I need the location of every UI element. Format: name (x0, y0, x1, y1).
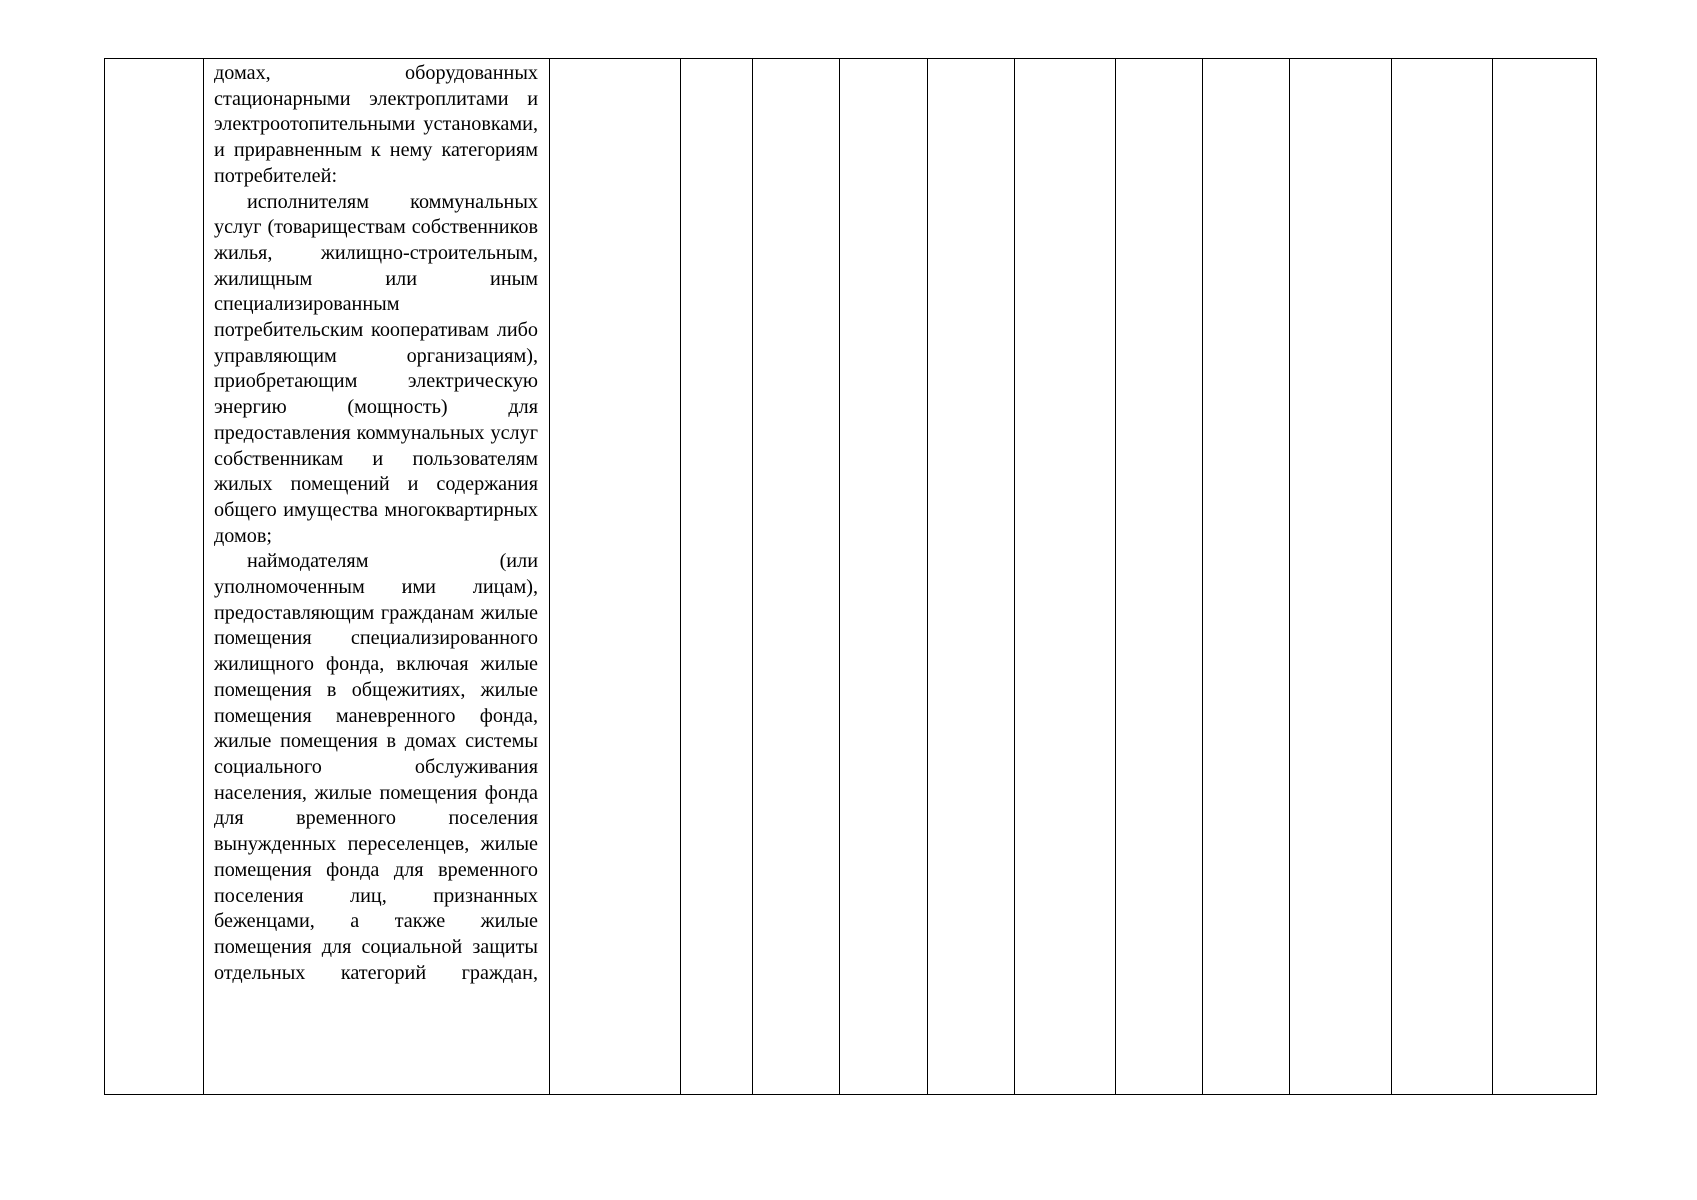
table-cell-col-11 (1290, 59, 1392, 1095)
table-cell-consumer-description (204, 59, 550, 1095)
paragraph-landlords: наймодателям (или уполномоченным ими лицам), предоставляющим гражданам жилые помещения специализированного жилищного фонда, включая жилые помещения в общежитиях, жилые помещения маневренного фонда, жилые помещения в домах системы социального обслуживания населения, жилые помещения фонда для временного поселения вынужденных переселенцев, жилые помещения фонда для временного поселения лиц, признанных беженцами, а также жилые помещения для социальной защиты отдельных категорий граждан, (214, 550, 538, 984)
table-cell-col-6 (840, 59, 928, 1095)
table-cell-col-7 (928, 59, 1015, 1095)
paragraph-utility-providers: исполнителям коммунальных услуг (товариществам собственников жилья, жилищно-строительным, жилищным или иным специализированным потребительским кооперативам либо управляющим организациям), приобретающим электрическую энергию (мощность) для предоставления коммунальных услуг собственникам и пользователям жилых помещений и содержания общего имущества многоквартирных домов; (214, 190, 538, 547)
table-cell-col-5 (753, 59, 840, 1095)
table-row (105, 59, 1597, 1095)
table-cell-number (105, 59, 204, 1095)
table-cell-col-10 (1203, 59, 1290, 1095)
consumer-description-text (214, 61, 538, 986)
table-cell-col-4 (681, 59, 753, 1095)
table-cell-col-12 (1392, 59, 1493, 1095)
tariff-table (104, 58, 1597, 1095)
table-cell-col-9 (1116, 59, 1203, 1095)
paragraph-houses: домах, оборудованных стационарными электроплитами и электроотопительными установками, и приравненным к нему категориям потребителей: (214, 62, 538, 187)
table-cell-col-13 (1493, 59, 1597, 1095)
table-cell-col-3 (550, 59, 681, 1095)
table-cell-col-8 (1015, 59, 1116, 1095)
